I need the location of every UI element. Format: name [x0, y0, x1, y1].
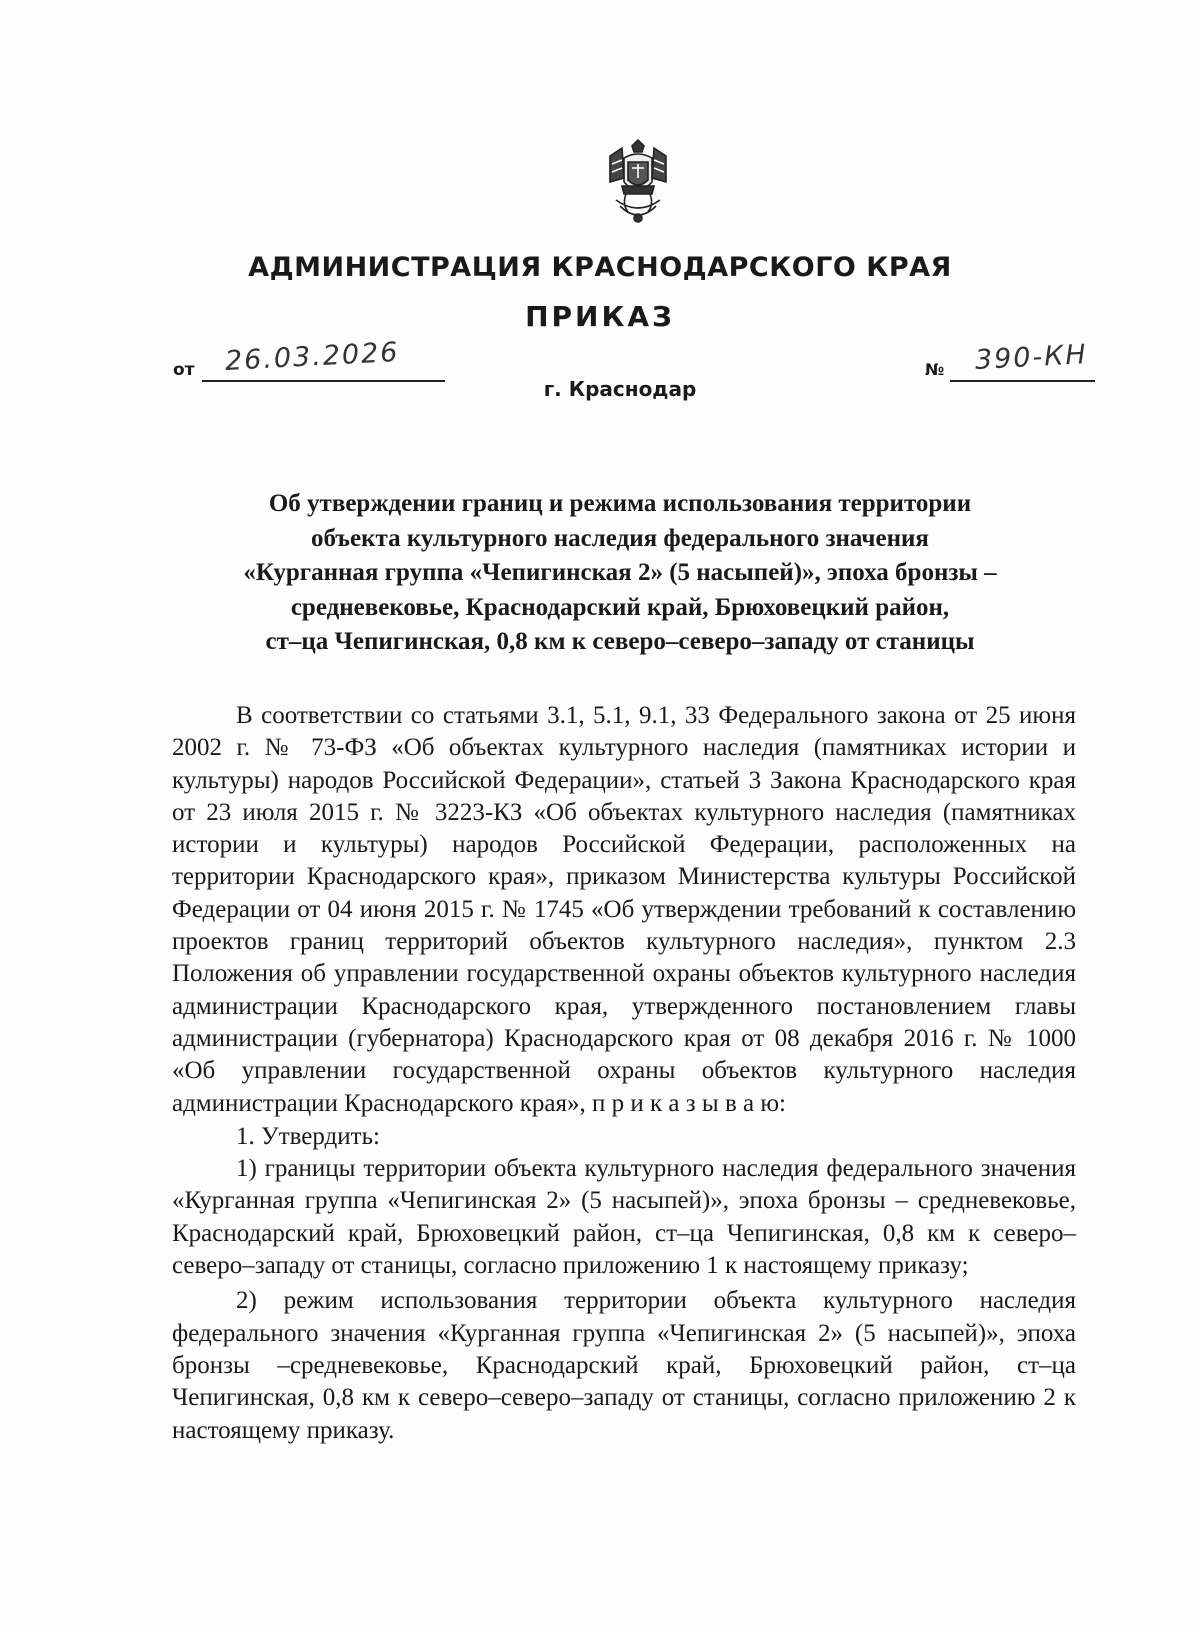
title-line: Об утверждении границ и режима использования территории [268, 490, 972, 517]
document-number: 390-КН [974, 339, 1089, 376]
number-prefix: № [925, 360, 945, 379]
item-1: 1. Утвердить: [236, 1122, 380, 1150]
title-line: ст–ца Чепигинская, 0,8 км к северо–северо–западу от станицы [265, 628, 975, 655]
organization-name: АДМИНИСТРАЦИЯ КРАСНОДАРСКОГО КРАЯ [248, 252, 952, 283]
city: г. Краснодар [543, 377, 697, 401]
document-title [160, 487, 1080, 660]
document-date: 26.03.2026 [224, 336, 401, 377]
title-line: средневековье, Краснодарский край, Брюховецкий район, [290, 593, 950, 621]
preamble-paragraph: В соответствии со статьями 3.1, 5.1, 9.1, 33 Федерального закона от 25 июня 2002 г. № 73-ФЗ «Об объектах культурного наследия (памятниках истории и культуры) народов Российской Федерации», статьей 3 Закона Краснодарского края от 23 июля 2015 г. № 3223-КЗ «Об объектах культурного наследия (памятниках истории и культуры) народов Российской Федерации, расположенных на территории Краснодарского края», приказом Министерства культуры Российской Федерации от 04 июня 2015 г. № 1745 «Об утверждении требований к составлению проектов границ территорий объектов культурного наследия», пунктом 2.3 Положения об управлении государственной охраны объектов культурного наследия администрации Краснодарского края, утвержденного постановлением главы администрации (губернатора) Краснодарского края от 08 декабря 2016 г. № 1000 «Об управлении государственной охраны объектов культурного наследия администрации Краснодарского края», п р и к а з ы в а ю: [172, 702, 1076, 1117]
date-prefix: от [173, 360, 195, 380]
subitem-2: 2) режим использования территории объекта культурного наследия федерального значения «Курганная группа «Чепигинская 2» (5 насыпей)», эпоха бронзы –средневековье, Краснодарский край, Брюховецкий район, ст–ца Чепигинская, 0,8 км к северо–северо–западу от станицы, согласно приложению 2 к настоящему приказу. [172, 1287, 1076, 1444]
subitem-1: 1) границы территории объекта культурного наследия федерального значения «Курганная группа «Чепигинская 2» (5 насыпей)», эпоха бронзы – средневековье, Краснодарский край, Брюховецкий район, ст–ца Чепигинская, 0,8 км к северо–северо–западу от станицы, согласно приложению 1 к настоящему приказу; [172, 1155, 1076, 1280]
title-line: объекта культурного наследия федерального значения [311, 524, 929, 552]
document-body [172, 700, 1076, 1450]
title-line: «Курганная группа «Чепигинская 2» (5 насыпей)», эпоха бронзы – [243, 559, 997, 586]
document-type: ПРИКАЗ [525, 300, 675, 333]
coat-of-arms-icon [602, 138, 674, 230]
